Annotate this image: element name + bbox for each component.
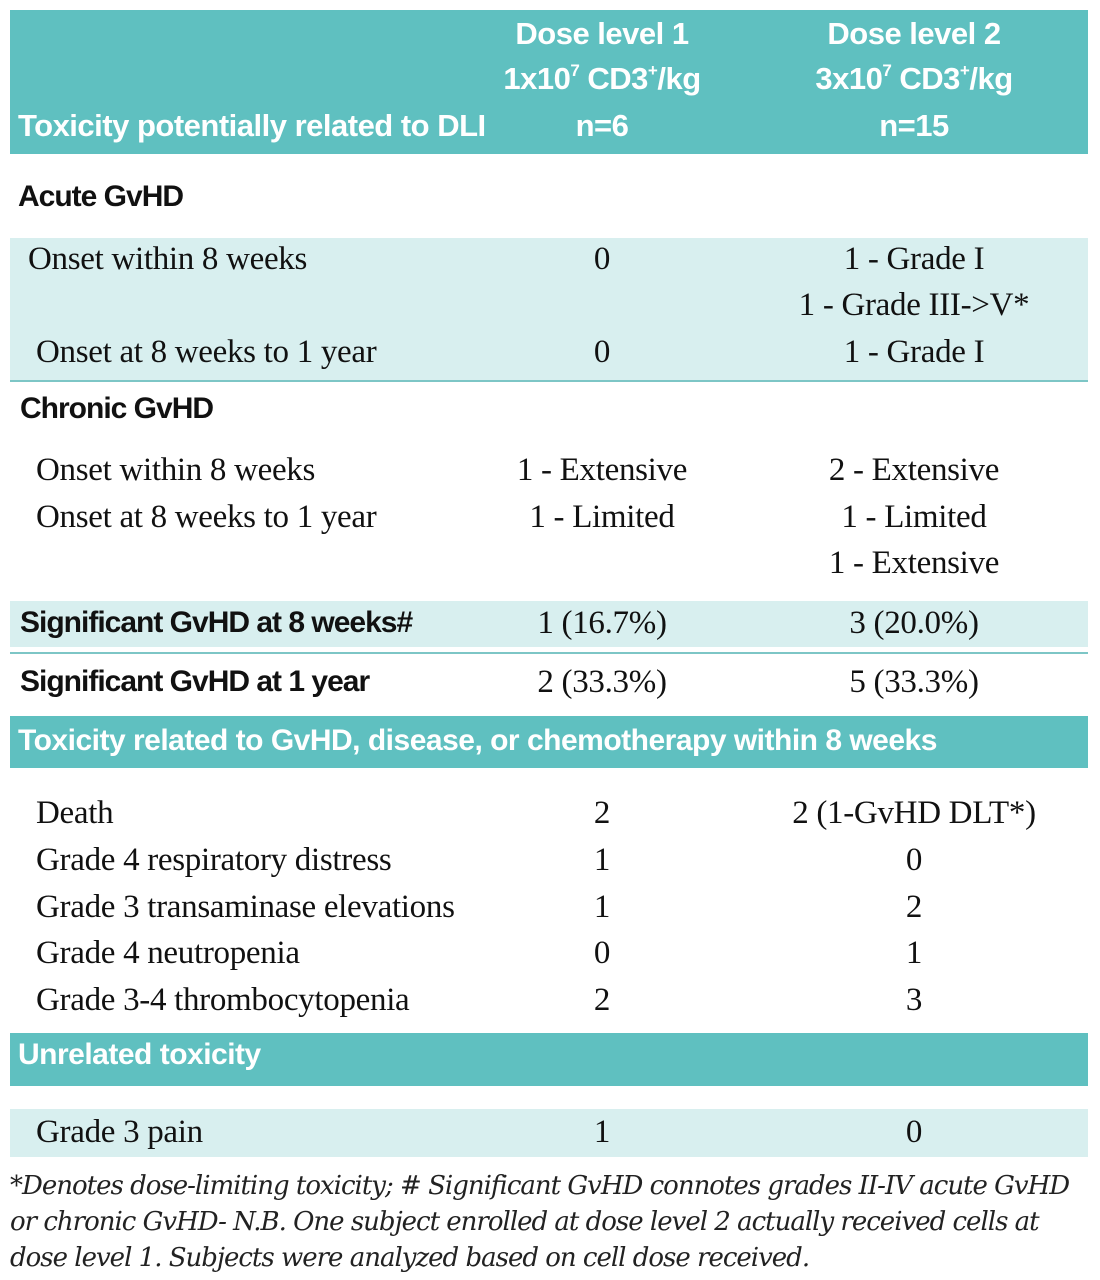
divider [10, 652, 1088, 654]
cell-dose2: 5 (33.3%) [849, 664, 979, 700]
dose1-cells: $1x10^7$ CD3+/kg [503, 61, 701, 96]
row-label-significant-8wk: Significant GvHD at 8 weeks# [20, 606, 413, 639]
row-label: Grade 4 respiratory distress [36, 842, 392, 878]
cell-dose1: 1 [593, 842, 611, 878]
label-column-header: Toxicity potentially related to DLI [18, 108, 486, 143]
cell-dose2: 1 - Limited [841, 499, 987, 535]
row-label: Onset within 8 weeks [36, 452, 316, 488]
cell-dose2: 2 [905, 889, 923, 925]
cell-dose2-second-line: 1 - Grade III->V* [798, 287, 1030, 323]
section-title-chronic-gvhd: Chronic GvHD [20, 392, 214, 425]
cell-dose2: 1 - Grade I [843, 241, 985, 277]
cell-dose2: 3 (20.0%) [849, 605, 979, 641]
row-label: Onset at 8 weeks to 1 year [36, 334, 377, 370]
row-label-significant-1yr: Significant GvHD at 1 year [20, 665, 370, 698]
row-label: Death [36, 795, 114, 831]
cell-dose2-second-line: 1 - Extensive [828, 545, 1000, 581]
cell-dose1: 2 (33.3%) [537, 664, 667, 700]
cell-dose1: 2 [593, 982, 611, 1018]
section-title-unrelated-toxicity: Unrelated toxicity [18, 1038, 261, 1071]
cell-dose2: 1 - Grade I [843, 334, 985, 370]
cell-dose1: 1 (16.7%) [537, 605, 667, 641]
cell-dose1: 1 - Limited [529, 499, 675, 535]
section-title-related-toxicity: Toxicity related to GvHD, disease, or chemotherapy within 8 weeks [18, 724, 937, 757]
cell-dose2: 2 - Extensive [828, 452, 1000, 488]
dose1-n: n=6 [575, 108, 629, 143]
cell-dose2: 0 [905, 842, 923, 878]
row-label: Grade 3 pain [36, 1114, 203, 1150]
dose2-n: n=15 [879, 108, 949, 143]
cell-dose1: 1 [593, 1114, 611, 1150]
cell-dose1: 0 [593, 334, 611, 370]
row-label: Grade 3-4 thrombocytopenia [36, 982, 410, 1018]
dose2-title: Dose level 2 [827, 16, 1001, 51]
row-label: Grade 4 neutropenia [36, 935, 300, 971]
cell-dose1: 0 [593, 935, 611, 971]
row-label: Grade 3 transaminase elevations [36, 889, 455, 925]
dose2-cells: $3x10^7$ CD3+/kg [815, 61, 1013, 96]
section-title-acute-gvhd: Acute GvHD [18, 180, 184, 213]
cell-dose1: 1 - Extensive [516, 452, 688, 488]
dose1-title: Dose level 1 [515, 16, 689, 51]
row-label: Onset within 8 weeks [28, 241, 308, 277]
cell-dose2: 0 [905, 1114, 923, 1150]
cell-dose1: 2 [593, 795, 611, 831]
cell-dose2: 1 [905, 935, 923, 971]
cell-dose1: 0 [593, 241, 611, 277]
row-label: Onset at 8 weeks to 1 year [36, 499, 377, 535]
cell-dose2: 2 (1-GvHD DLT*) [792, 795, 1036, 831]
table-footnote: *Denotes dose-limiting toxicity; # Significant GvHD connotes grades II-IV acute GvHD or chronic GvHD- N.B. One subject enrolled at dose level 2 actually received cells at dose level 1. Subjects were analyzed based on cell dose received. [10, 1171, 1070, 1273]
divider [10, 380, 1088, 382]
cell-dose1: 1 [593, 889, 611, 925]
cell-dose2: 3 [905, 982, 923, 1018]
